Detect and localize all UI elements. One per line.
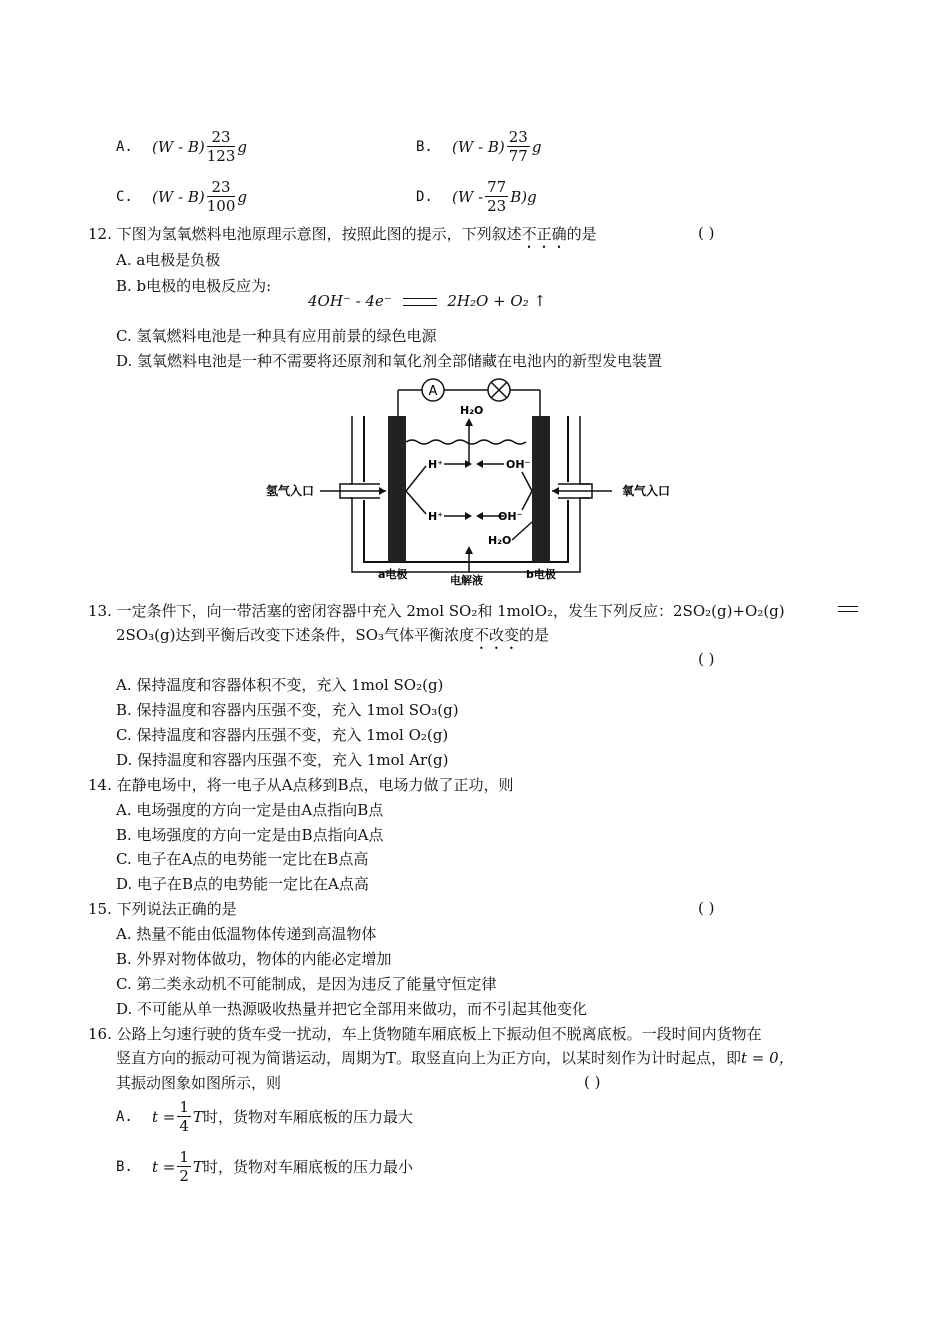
- fuel-cell-diagram: [260, 372, 690, 586]
- q11-option-d-prefix: (W -: [452, 187, 484, 206]
- q16-option-a: [116, 1098, 413, 1135]
- q12-stem-emphasis: 不正确: [521, 225, 567, 243]
- q16-option-b-denominator: 2: [179, 1167, 189, 1185]
- q16-line-2-text: 竖直方向的振动可视为简谐运动，周期为T。取竖直向上为正方向，以某时刻作为计时起点，即: [116, 1049, 742, 1067]
- q16-option-a-text: 时，货物对车厢底板的压力最大: [202, 1108, 413, 1126]
- q16-option-b-fraction: [177, 1148, 191, 1185]
- electrolyte-surface: [406, 440, 526, 444]
- oxygen-inlet-arrowhead: [552, 487, 559, 495]
- q12-stem: [88, 224, 597, 252]
- water-bottom-label: H₂O: [488, 534, 512, 547]
- q13-option-d: D. 保持温度和容器内压强不变，充入 1mol Ar(g): [116, 751, 449, 769]
- q15-option-c: C. 第二类永动机不可能制成，是因为违反了能量守恒定律: [116, 975, 497, 993]
- q16-line-3: 其振动图象如图所示，则: [116, 1074, 282, 1092]
- electrode-b-label: b电极: [526, 568, 556, 581]
- q11-option-c-prefix: (W - B): [152, 187, 205, 206]
- q11-option-d-label: D.: [416, 188, 433, 205]
- oxygen-inlet-label: 氧气入口: [622, 484, 671, 498]
- q12-option-d: D. 氢氧燃料电池是一种不需要将还原剂和氧化剂全部储藏在电池内的新型发电装置: [116, 352, 663, 370]
- q16-option-a-period: T: [192, 1107, 203, 1126]
- q12-stem-text: 12. 下图为氢氧燃料电池原理示意图，按照此图的提示，下列叙述: [88, 225, 522, 243]
- hydrogen-inlet-label: 氢气入口: [266, 484, 315, 498]
- q16-option-a-numerator: 1: [179, 1098, 189, 1116]
- q13-line-2-emphasis: 不改变: [474, 626, 520, 644]
- ammeter-label: A: [428, 384, 438, 399]
- q12-answer-paren: ( ): [698, 224, 715, 242]
- q12-option-c: C. 氢氧燃料电池是一种具有应用前景的绿色电源: [116, 327, 437, 345]
- electrolyte-label: 电解液: [450, 574, 483, 586]
- q13-option-b: B. 保持温度和容器内压强不变，充入 1mol SO₃(g): [116, 701, 459, 719]
- q12-reaction-rhs: 2H₂O + O₂ ↑: [447, 292, 547, 310]
- water-top-label: H₂O: [460, 404, 484, 417]
- q14-stem: 14. 在静电场中，将一电子从A点移到B点，电场力做了正功，则: [88, 776, 514, 794]
- q15-option-a: A. 热量不能由低温物体传递到高温物体: [116, 925, 377, 943]
- q12-reaction: [308, 292, 546, 310]
- h-plus-label-lower: H⁺: [428, 510, 444, 523]
- q13-line-2-end: 的是: [519, 626, 550, 644]
- q15-stem: 15. 下列说法正确的是: [88, 900, 237, 918]
- container-outer-wall: [340, 416, 592, 572]
- q14-option-b: B. 电场强度的方向一定是由B点指向A点: [116, 826, 384, 844]
- q14-option-d: D. 电子在B点的电势能一定比在A点高: [116, 875, 369, 893]
- q11-option-c-denominator: 100: [206, 197, 236, 215]
- q15-option-d: D. 不可能从单一热源吸收热量并把它全部用来做功，而不引起其他变化: [116, 1000, 588, 1018]
- oh-minus-label-lower: OH⁻: [498, 510, 523, 523]
- q16-option-b-text: 时，货物对车厢底板的压力最小: [202, 1158, 413, 1176]
- q13-line-1: 13. 一定条件下，向一带活塞的密闭容器中充入 2mol SO₂和 1molO₂，发生下列反应：2SO₂(g)+O₂(g): [88, 602, 785, 620]
- q12-option-b: B. b电极的电极反应为:: [116, 277, 272, 295]
- q13-option-a: A. 保持温度和容器体积不变，充入 1mol SO₂(g): [116, 676, 444, 694]
- q11-option-d-suffix: B)g: [510, 187, 537, 206]
- q16-option-a-label: A.: [116, 1108, 133, 1125]
- q11-option-b-numerator: 23: [508, 128, 528, 146]
- q12-option-a: A. a电极是负极: [116, 251, 221, 269]
- electrode-a-label: a电极: [378, 568, 408, 581]
- q16-line-1: 16. 公路上匀速行驶的货车受一扰动，车上货物随车厢底板上下振动但不脱离底板。一段时间内货物在: [88, 1025, 762, 1043]
- q11-option-b-denominator: 77: [508, 147, 528, 165]
- q12-stem-end: 的是: [566, 225, 597, 243]
- q13-answer-paren: ( ): [698, 650, 715, 668]
- q16-line-2: [116, 1048, 794, 1068]
- q16-option-a-t: t =: [152, 1107, 176, 1126]
- q14-option-c: C. 电子在A点的电势能一定比在B点高: [116, 850, 369, 868]
- q11-option-b-label: B.: [416, 138, 433, 155]
- h-plus-path-upper: [406, 466, 426, 491]
- q11-option-b: [416, 128, 541, 165]
- q11-option-a-denominator: 123: [206, 147, 236, 165]
- q11-option-b-prefix: (W - B): [452, 137, 505, 156]
- q12-reaction-lhs: 4OH⁻ - 4e⁻: [308, 292, 392, 310]
- ammeter-icon: [422, 379, 444, 401]
- oh-minus-path-lower: [522, 491, 532, 510]
- q13-line-2-text: 2SO₃(g)达到平衡后改变下述条件，SO₃气体平衡浓度: [116, 626, 475, 644]
- h-plus-path-lower: [406, 491, 426, 514]
- q11-option-a-numerator: 23: [207, 128, 236, 147]
- q11-option-a-prefix: (W - B): [152, 137, 205, 156]
- q11-option-a-fraction: [207, 128, 236, 165]
- reaction-equals-sign: [403, 298, 437, 306]
- q16-option-b-period: T: [192, 1157, 203, 1176]
- electrode-a: [388, 416, 406, 562]
- electrolyte-arrowhead: [465, 546, 473, 554]
- q11-option-a-label: A.: [116, 138, 133, 155]
- q16-option-b-label: B.: [116, 1158, 133, 1175]
- q11-option-c-numerator: 23: [207, 178, 236, 197]
- h-plus-label-upper: H⁺: [428, 458, 444, 471]
- hydrogen-inlet-arrowhead: [379, 487, 386, 495]
- equilibrium-arrow-icon: [838, 604, 858, 614]
- oh-minus-path-upper: [522, 472, 532, 491]
- q15-option-b: B. 外界对物体做功，物体的内能必定增加: [116, 950, 392, 968]
- q11-option-a-unit: g: [237, 137, 247, 156]
- electrode-b: [532, 416, 550, 562]
- oh-minus-arrowhead-lower: [476, 512, 483, 520]
- q16-option-b-numerator: 1: [179, 1148, 189, 1166]
- q16-option-a-denominator: 4: [179, 1117, 189, 1135]
- water-bottom-line: [512, 522, 532, 540]
- q13-line-2: [116, 625, 549, 653]
- q11-option-c: [116, 178, 247, 215]
- h-plus-arrowhead-lower: [465, 512, 472, 520]
- q11-option-d-fraction: [485, 178, 508, 215]
- q16-option-b-t: t =: [152, 1157, 176, 1176]
- q11-option-c-unit: g: [237, 187, 247, 206]
- q11-option-b-fraction: [507, 128, 530, 165]
- q16-answer-paren: ( ): [584, 1073, 601, 1091]
- q11-option-b-unit: g: [531, 137, 542, 156]
- q16-line-2-math: t = 0，: [741, 1049, 794, 1067]
- oh-minus-arrowhead-upper: [476, 460, 483, 468]
- q15-answer-paren: ( ): [698, 899, 715, 917]
- q13-option-c: C. 保持温度和容器内压强不变，充入 1mol O₂(g): [116, 726, 449, 744]
- q11-option-d: [416, 178, 537, 215]
- oh-minus-label-upper: OH⁻: [506, 458, 531, 471]
- q14-option-a: A. 电场强度的方向一定是由A点指向B点: [116, 801, 384, 819]
- q11-option-a: [116, 128, 247, 165]
- q11-option-d-numerator: 77: [487, 178, 507, 196]
- q16-option-a-fraction: [177, 1098, 191, 1135]
- q16-option-b: [116, 1148, 413, 1185]
- q11-option-d-denominator: 23: [487, 197, 507, 215]
- lamp-icon: [488, 379, 510, 401]
- q11-option-c-label: C.: [116, 188, 133, 205]
- water-up-arrowhead: [465, 418, 473, 426]
- q11-option-c-fraction: [207, 178, 236, 215]
